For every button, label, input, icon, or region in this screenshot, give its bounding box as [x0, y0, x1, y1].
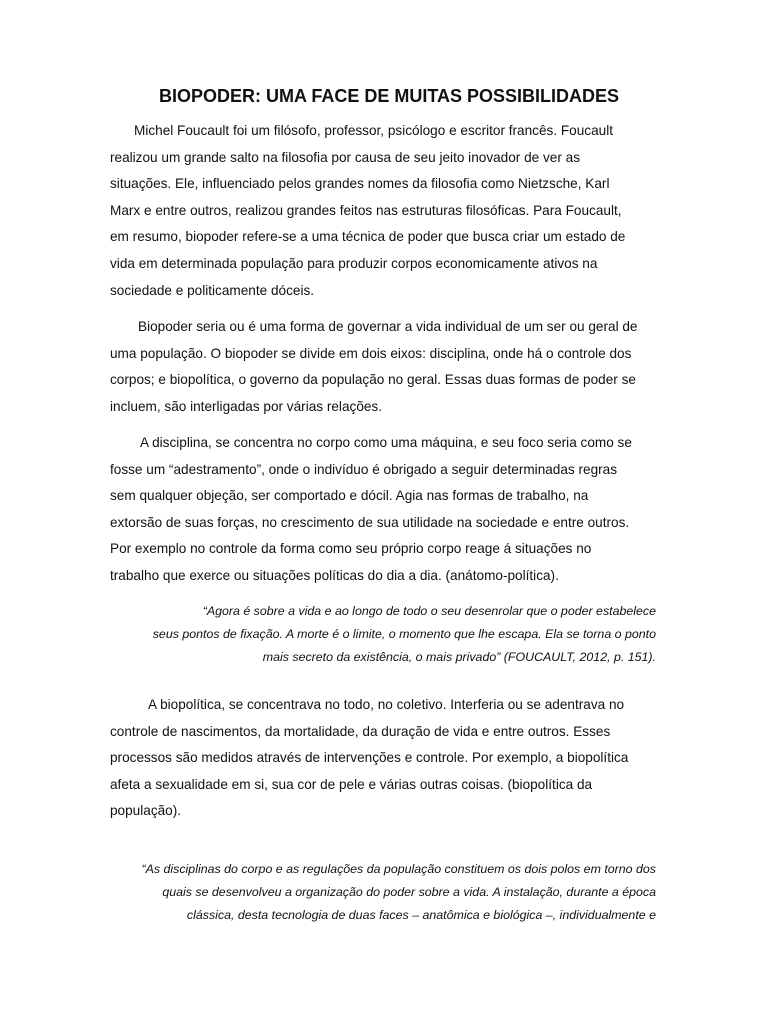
paragraph-line: processos são medidos através de intervenções e controle. Por exemplo, a biopolítica [110, 750, 629, 766]
document-title: BIOPODER: UMA FACE DE MUITAS POSSIBILIDADES [158, 86, 620, 106]
paragraph-line: afeta a sexualidade em si, sua cor de pele e várias outras coisas. (biopolítica da [110, 776, 593, 792]
paragraph-line: uma população. O biopoder se divide em dois eixos: disciplina, onde há o controle dos [110, 345, 632, 361]
paragraph-biopoder-definition [110, 314, 658, 420]
quote-line: seus pontos de fixação. A morte é o limite, o momento que lhe escapa. Ela se torna o ponto [152, 627, 656, 641]
paragraph-line: Por exemplo no controle da forma como seu próprio corpo reage á situações no [110, 541, 592, 557]
paragraph-line: situações. Ele, influenciado pelos grandes nomes da filosofia como Nietzsche, Karl [110, 176, 610, 192]
paragraph-line: A biopolítica, se concentrava no todo, no coletivo. Interferia ou se adentrava no [148, 697, 625, 712]
paragraph-line: incluem, são interligadas por várias relações. [110, 398, 383, 414]
paragraph-line: trabalho que exerce ou situações políticas do dia a dia. (anátomo-política). [110, 567, 559, 583]
paragraph-disciplina [110, 430, 658, 590]
paragraph-line: Michel Foucault foi um filósofo, professor, psicólogo e escritor francês. Foucault [134, 123, 614, 138]
quote-line: quais se desenvolveu a organização do poder sobre a vida. A instalação, durante a época [162, 885, 656, 899]
quote-line: mais secreto da existência, o mais privado” (FOUCAULT, 2012, p. 151). [262, 650, 656, 664]
paragraph-line: fosse um “adestramento”, onde o indivíduo é obrigado a seguir determinadas regras [110, 461, 618, 477]
paragraph-line: população). [110, 803, 182, 819]
paragraph-line: em resumo, biopoder refere-se a uma técnica de poder que busca criar um estado de [110, 229, 626, 245]
paragraph-biopolitica [110, 692, 658, 825]
paragraph-line: extorsão de suas forças, no crescimento de sua utilidade na sociedade e entre outros. [110, 514, 630, 530]
paragraph-line: A disciplina, se concentra no corpo como uma máquina, e seu foco seria como se [140, 435, 632, 450]
paragraph-line: sem qualquer objeção, ser comportado e dócil. Agia nas formas de trabalho, na [110, 488, 589, 504]
paragraph-line: corpos; e biopolítica, o governo da população no geral. Essas duas formas de poder se [110, 372, 636, 388]
paragraph-foucault-intro [110, 118, 658, 304]
quote-line: “Agora é sobre a vida e ao longo de todo o seu desenrolar que o poder estabelece [202, 604, 656, 618]
paragraph-line: vida em determinada população para produzir corpos economicamente ativos na [110, 255, 598, 271]
quote-line: “As disciplinas do corpo e as regulações da população constituem os dois polos em torno dos [141, 862, 656, 876]
block-quote-foucault-2012 [116, 600, 656, 669]
quote-line: clássica, desta tecnologia de duas faces – anatômica e biológica –, individualmente e [186, 908, 656, 922]
paragraph-line: sociedade e politicamente dóceis. [110, 282, 315, 298]
paragraph-line: Marx e entre outros, realizou grandes feitos nas estruturas filosóficas. Para Foucault, [110, 202, 622, 218]
block-quote-disciplinas-do-corpo [116, 858, 656, 927]
paragraph-line: Biopoder seria ou é uma forma de governar a vida individual de um ser ou geral de [138, 319, 638, 334]
paragraph-line: controle de nascimentos, da mortalidade, da duração de vida e entre outros. Esses [110, 723, 611, 739]
paragraph-line: realizou um grande salto na filosofia por causa de seu jeito inovador de ver as [110, 149, 581, 165]
